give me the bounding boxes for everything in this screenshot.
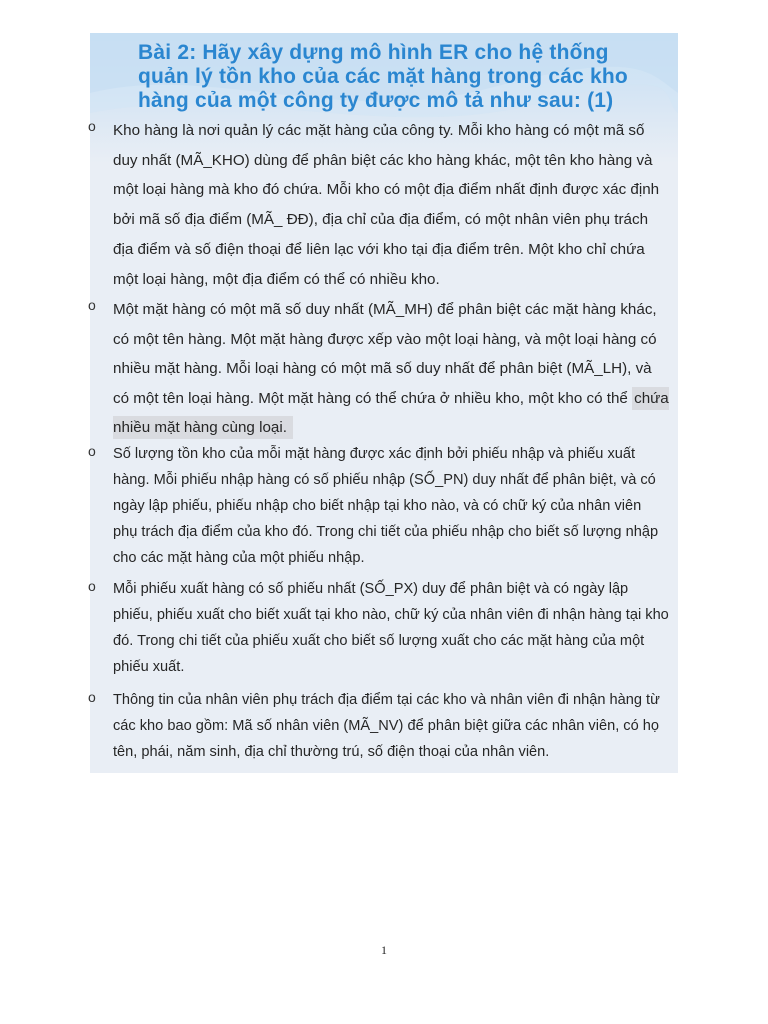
bullet-marker: o [88, 297, 96, 313]
list-item-text: Kho hàng là nơi quản lý các mặt hàng của công ty. Mỗi kho hàng có một mã số duy nhất (MÃ_KHO) dùng để phân biệt các kho hàng khác, một tên kho hàng và một loại hàng mà kho đó chứa. Mỗi kho có một địa điểm nhất định được xác định bởi mã số địa điểm (MÃ_ ĐĐ), địa chỉ của địa điểm, có một nhân viên phụ trách địa điểm và số điện thoại để liên lạc với kho tại địa điểm trên. Một kho chỉ chứa một loại hàng, một địa điểm có thể có nhiều kho. [113, 122, 660, 288]
bullet-marker: o [88, 443, 96, 459]
bullet-marker: o [88, 689, 96, 705]
bullet-marker: o [88, 578, 96, 594]
slide [90, 33, 678, 773]
bullet-list [90, 33, 678, 773]
list-item-text: Mỗi phiếu xuất hàng có số phiếu nhất (SỐ_PX) duy để phân biệt và có ngày lập phiếu, phiếu xuất cho biết xuất tại kho nào, chữ ký của nhân viên đi nhận hàng tại kho đó. Trong chi tiết của phiếu xuất cho biết số lượng xuất cho các mặt hàng của một phiếu xuất. [113, 581, 669, 675]
list-item-text: Thông tin của nhân viên phụ trách địa điểm tại các kho và nhân viên đi nhận hàng từ các kho bao gồm: Mã số nhân viên (MÃ_NV) để phân biệt giữa các nhân viên, có họ tên, phái, năm sinh, địa chỉ thường trú, số điện thoại của nhân viên. [113, 692, 660, 760]
slide-title: Bài 2: Hãy xây dựng mô hình ER cho hệ thống quản lý tồn kho của các mặt hàng trong các kho hàng của một công ty được mô tả như sau: (1) [138, 41, 628, 112]
highlighted-text: chứa nhiều mặt hàng cùng loại. [113, 387, 669, 440]
list-item-text: Số lượng tồn kho của mỗi mặt hàng được xác định bởi phiếu nhập và phiếu xuất hàng. Mỗi phiếu nhập hàng có số phiếu nhập (SỐ_PN) duy nhất để phân biệt, và có ngày lập phiếu, phiếu nhập cho biết nhập tại kho nào, và có chữ ký của nhân viên phụ trách địa điểm của kho đó. Trong chi tiết của phiếu nhập cho biết số lượng nhập cho các mặt hàng của một phiếu nhập. [113, 446, 659, 566]
bullet-marker: o [88, 118, 96, 134]
page-number: 1 [381, 943, 387, 957]
list-item-text-part: Một mặt hàng có một mã số duy nhất (MÃ_MH) để phân biệt các mặt hàng khác, có một tên hàng. Một mặt hàng được xếp vào một loại hàng, và một loại hàng có nhiều mặt hàng. Mỗi loại hàng có một mã số duy nhất để phân biệt (MÃ_LH), và có một tên loại hàng. Một mặt hàng có thể chứa ở nhiều kho, một kho có thể [113, 301, 657, 407]
list-item-text [113, 295, 669, 443]
